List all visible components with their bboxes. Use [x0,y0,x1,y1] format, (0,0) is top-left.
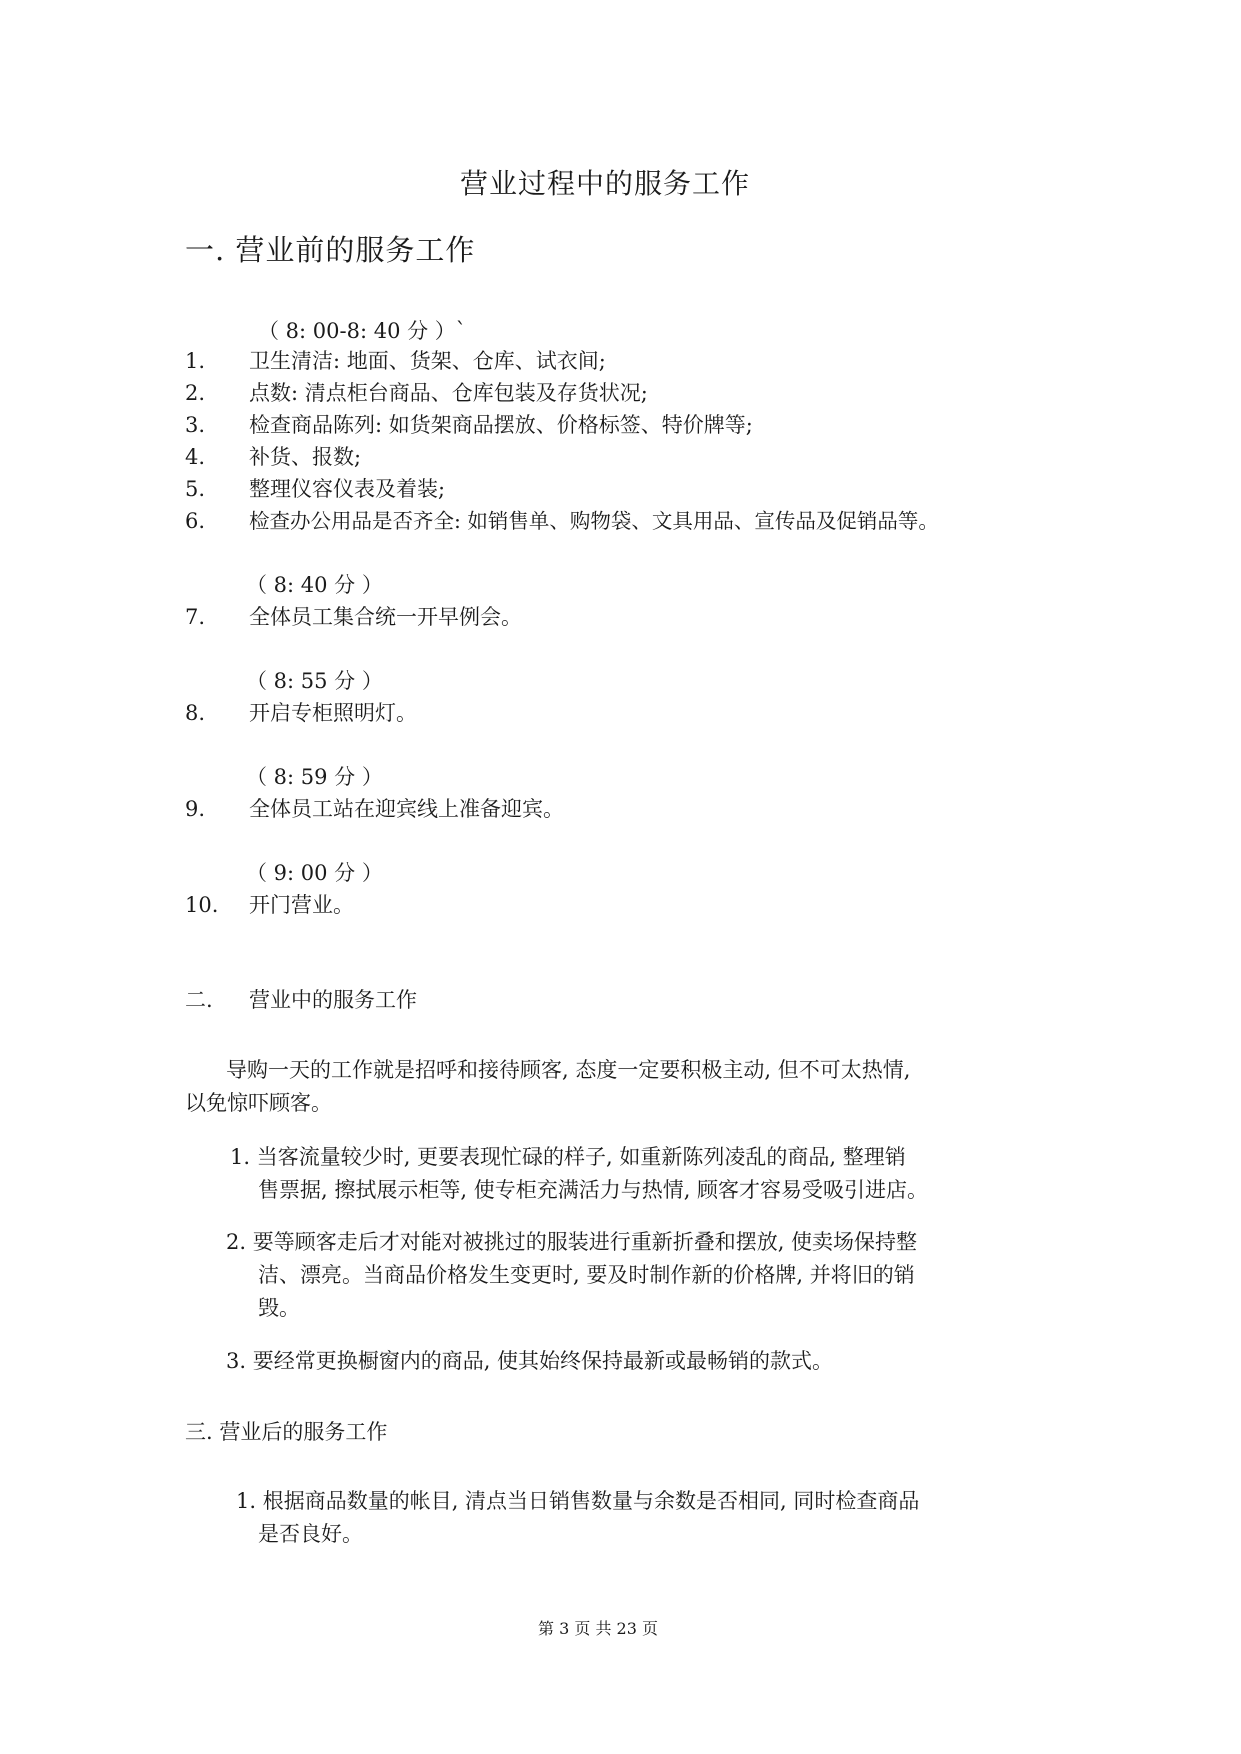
paragraph-line: 3. 要经常更换橱窗内的商品, 使其始终保持最新或最畅销的款式。 [226,1349,834,1373]
time-label: （ 8: 40 分 ） [246,573,383,597]
list-item [185,345,606,377]
paragraph-intro-line: 以免惊吓顾客。 [185,1091,332,1115]
item-number: 9. [185,797,206,821]
paragraph-line: 1. 当客流量较少时, 更要表现忙碌的样子, 如重新陈列凌乱的商品, 整理销 [230,1145,906,1169]
item-text: 开启专柜照明灯。 [249,701,417,725]
time-label: （ 8: 59 分 ） [246,765,383,789]
item-number: 3. [185,413,206,437]
paragraph-line: 洁、漂亮。当商品价格发生变更时, 要及时制作新的价格牌, 并将旧的销 [258,1263,915,1287]
list-item [185,601,522,633]
item-text: 检查办公用品是否齐全: 如销售单、购物袋、文具用品、宣传品及促销品等。 [249,509,939,533]
item-number: 5. [185,477,206,501]
list-item [185,409,753,441]
item-number: 10. [185,893,219,917]
item-text: 卫生清洁: 地面、货架、仓库、试衣间; [249,349,606,373]
page-footer: 第 3 页 共 23 页 [538,1619,658,1638]
paragraph-intro-line: 导购一天的工作就是招呼和接待顾客, 态度一定要积极主动, 但不可太热情, [226,1058,911,1082]
list-item [185,377,648,409]
list-item [185,473,445,505]
item-text: 补货、报数; [249,445,362,469]
item-text: 点数: 清点柜台商品、仓库包装及存货状况; [249,381,648,405]
item-text: 全体员工集合统一开早例会。 [249,605,522,629]
section-heading-post-business: 三. 营业后的服务工作 [185,1420,388,1444]
paragraph-line: 毁。 [258,1296,300,1320]
item-text: 检查商品陈列: 如货架商品摆放、价格标签、特价牌等; [249,413,753,437]
item-number: 1. [185,349,206,373]
item-number: 4. [185,445,206,469]
paragraph-line: 2. 要等顾客走后才对能对被挑过的服装进行重新折叠和摆放, 使卖场保持整 [226,1230,918,1254]
section-heading-in-business [185,984,417,1016]
list-item [185,889,354,921]
section-number: 二. [185,988,213,1012]
item-number: 2. [185,381,206,405]
time-label: （ 8: 55 分 ） [246,669,383,693]
list-item [185,697,417,729]
list-item [185,793,564,825]
list-item [185,505,939,537]
item-number: 7. [185,605,206,629]
paragraph-line: 1. 根据商品数量的帐目, 清点当日销售数量与余数是否相同, 同时检查商品 [236,1489,920,1513]
paragraph-line: 是否良好。 [258,1522,363,1546]
time-label: （ 9: 00 分 ） [246,861,383,885]
time-label: （ 8: 00-8: 40 分 ）` [258,319,467,343]
item-number: 6. [185,509,206,533]
section-title: 营业中的服务工作 [249,988,417,1012]
section-heading-pre-business: 一. 营业前的服务工作 [185,233,476,267]
paragraph-line: 售票据, 擦拭展示柜等, 使专柜充满活力与热情, 顾客才容易受吸引进店。 [258,1178,929,1202]
item-text: 全体员工站在迎宾线上准备迎宾。 [249,797,564,821]
item-text: 整理仪容仪表及着装; [249,477,446,501]
item-text: 开门营业。 [249,893,354,917]
item-number: 8. [185,701,206,725]
list-item [185,441,361,473]
page-title: 营业过程中的服务工作 [460,167,751,200]
